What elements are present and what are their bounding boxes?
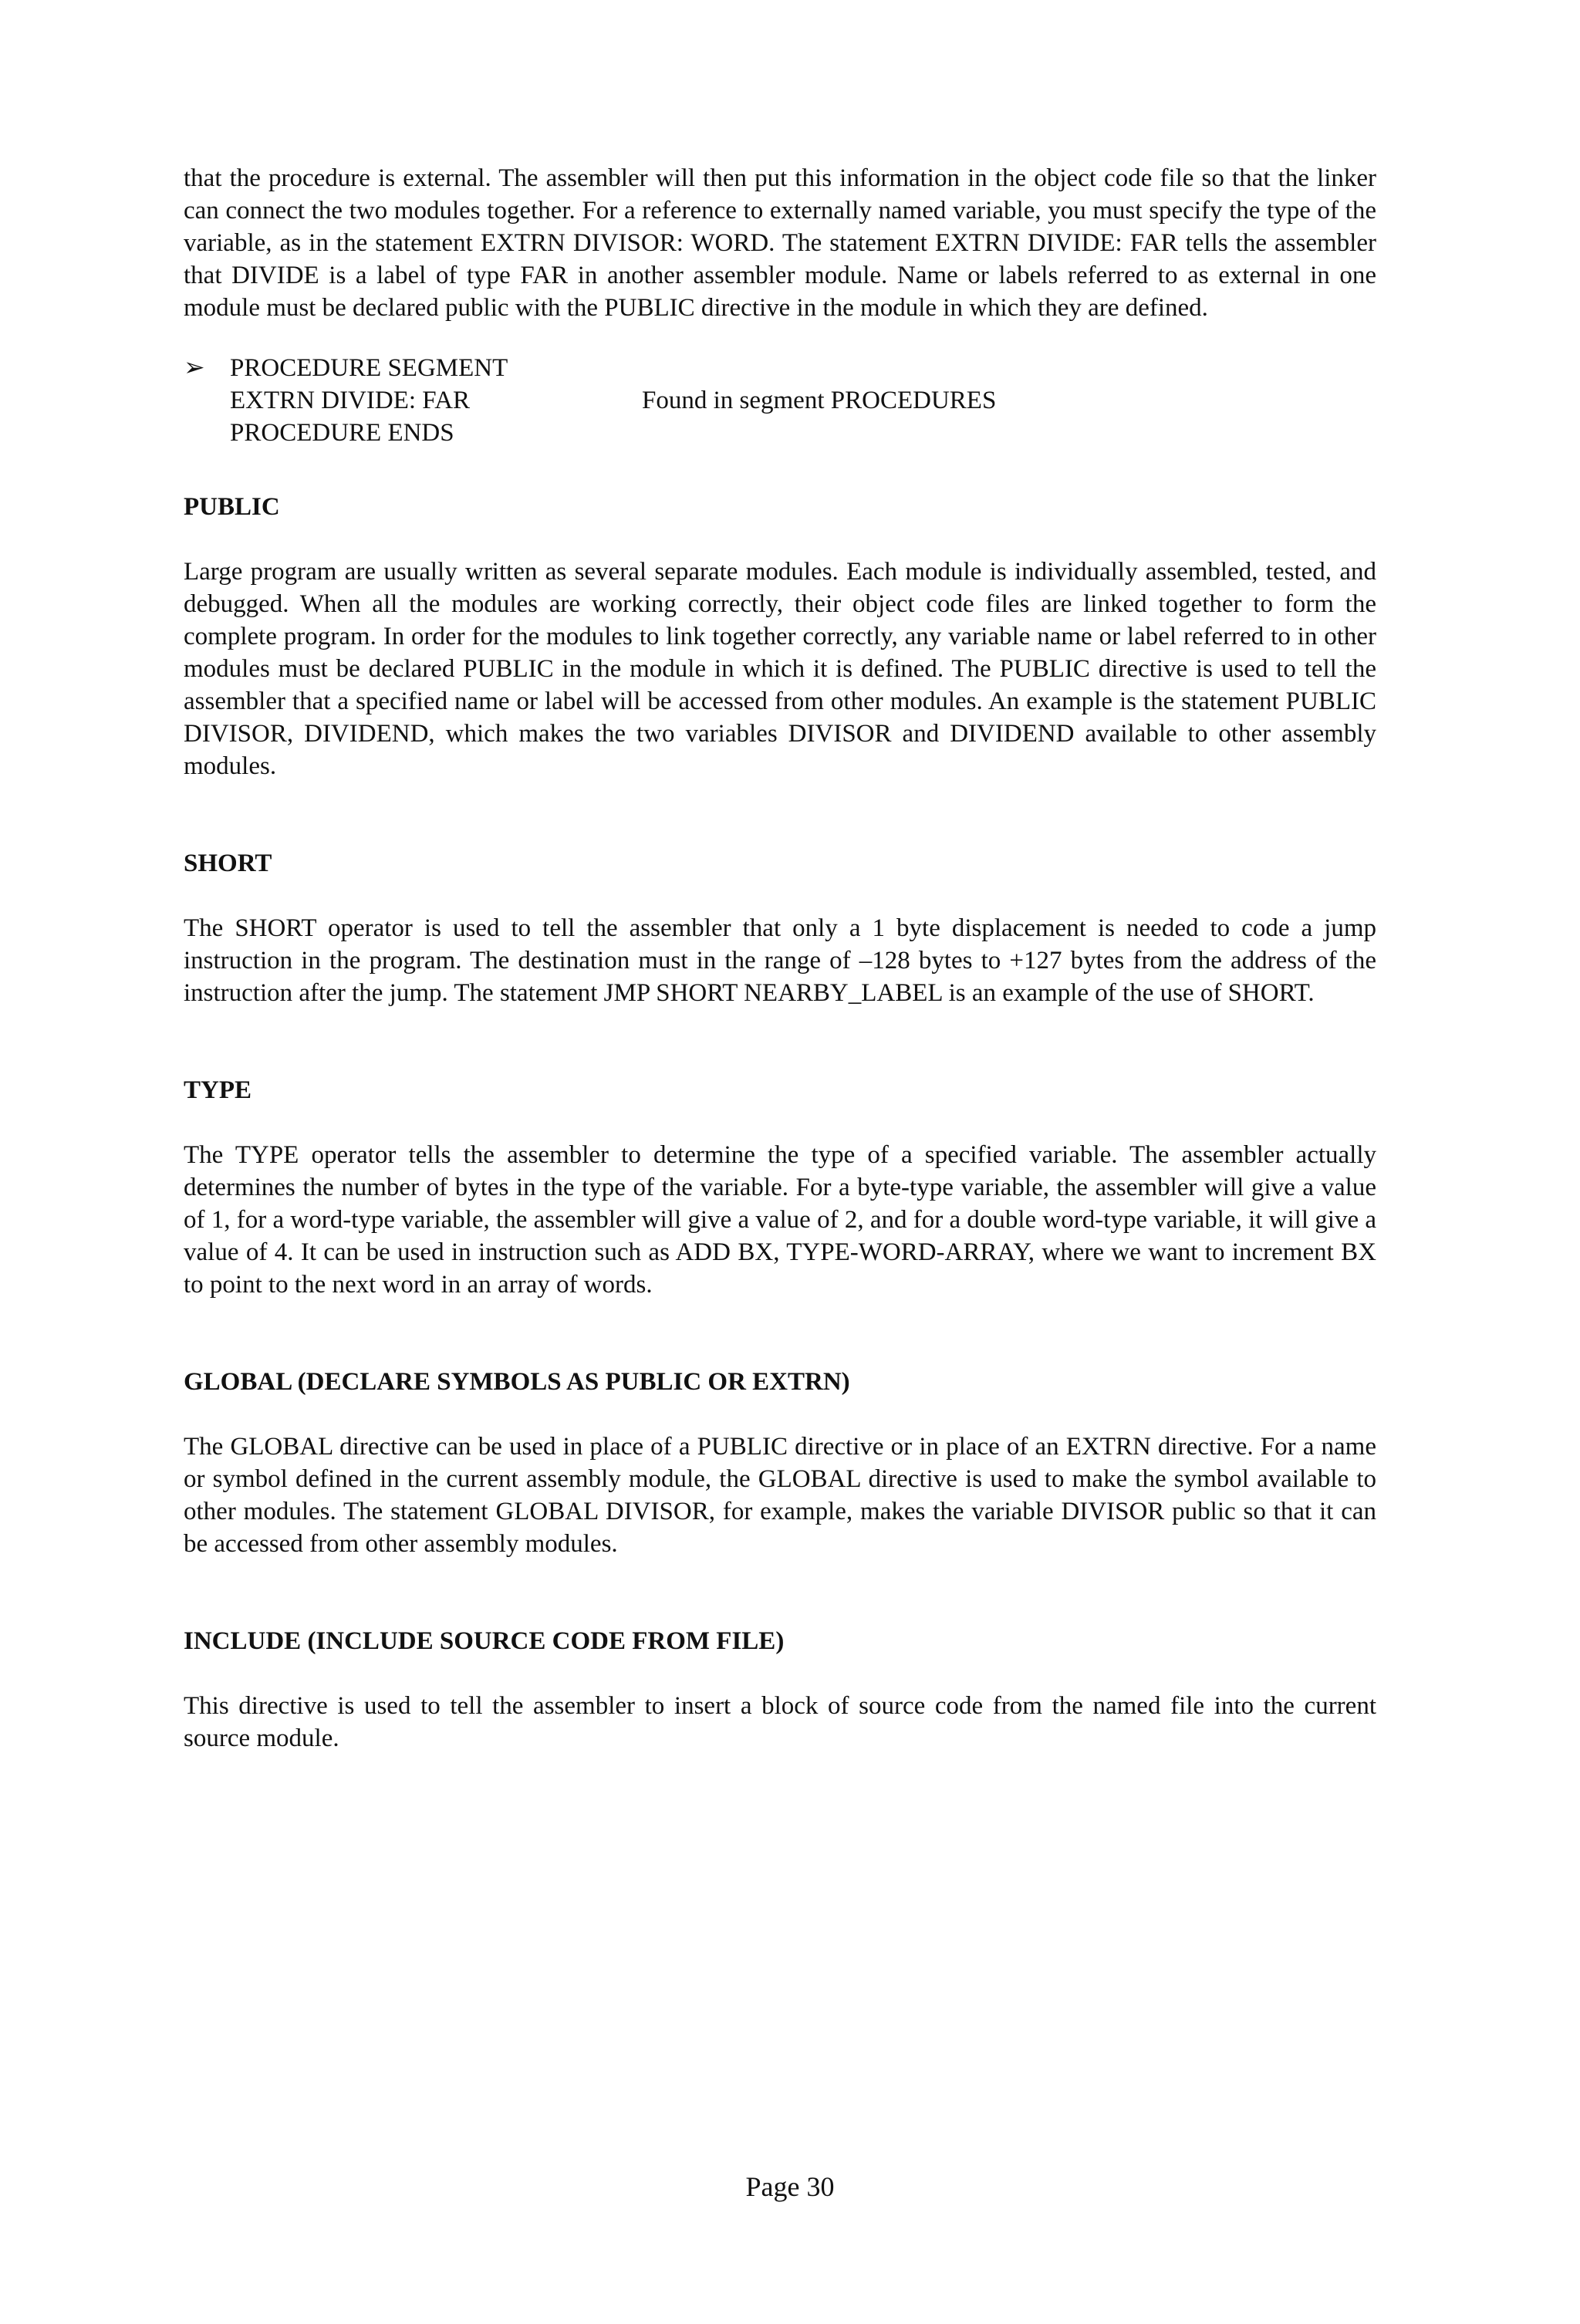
- include-paragraph: This directive is used to tell the assembler to insert a block of source code from the named file into the current source module.: [184, 1692, 1376, 1752]
- code-line-segment: PROCEDURE SEGMENT: [230, 354, 508, 382]
- arrow-bullet-icon: ➢: [184, 354, 205, 382]
- global-paragraph: The GLOBAL directive can be used in place of a PUBLIC directive or in place of an EXTRN directive. For a name or symbol defined in the current assembly module, the GLOBAL directive is used to make the symbol available to other modules. The statement GLOBAL DIVISOR, for example, makes the variable DIVISOR public so that it can be accessed from other assembly modules.: [184, 1433, 1376, 1558]
- code-comment: Found in segment PROCEDURES: [642, 387, 997, 414]
- document-page: [184, 162, 1376, 1755]
- heading-short: SHORT: [184, 850, 272, 877]
- code-line-ends: PROCEDURE ENDS: [230, 419, 454, 447]
- heading-include: INCLUDE (INCLUDE SOURCE CODE FROM FILE): [184, 1627, 785, 1655]
- intro-paragraph: that the procedure is external. The assembler will then put this information in the object code file so that the linker can connect the two modules together. For a reference to externally named variable, you must specify the type of the variable, as in the statement EXTRN DIVISOR: WORD. The statement EXTRN DIVIDE: FAR tells the assembler that DIVIDE is a label of type FAR in another assembler module. Name or labels referred to as external in one module must be declared public with the PUBLIC directive in the module in which they are defined.: [184, 164, 1376, 322]
- heading-public: PUBLIC: [184, 493, 280, 521]
- public-paragraph: Large program are usually written as several separate modules. Each module is individually assembled, tested, and debugged. When all the modules are working correctly, their object code files are linked together to form the complete program. In order for the modules to link together correctly, any variable name or label referred to in other modules must be declared PUBLIC in the module in which it is defined. The PUBLIC directive is used to tell the assembler that a specified name or label will be accessed from other modules. An example is the statement PUBLIC DIVISOR, DIVIDEND, which makes the two variables DIVISOR and DIVIDEND available to other assembly modules.: [184, 558, 1376, 780]
- type-paragraph: The TYPE operator tells the assembler to determine the type of a specified variable. The assembler actually determines the number of bytes in the type of the variable. For a byte-type variable, the assembler will give a value of 1, for a word-type variable, the assembler will give a value of 2, and for a double word-type variable, it will give a value of 4. It can be used in instruction such as ADD BX, TYPE-WORD-ARRAY, where we want to increment BX to point to the next word in an array of words.: [184, 1141, 1376, 1299]
- code-line-extrn: EXTRN DIVIDE: FAR: [230, 387, 471, 414]
- code-example: [184, 352, 1376, 449]
- heading-global: GLOBAL (DECLARE SYMBOLS AS PUBLIC OR EXTRN): [184, 1368, 850, 1396]
- short-paragraph: The SHORT operator is used to tell the assembler that only a 1 byte displacement is needed to code a jump instruction in the program. The destination must in the range of –128 bytes to +127 bytes from the address of the instruction after the jump. The statement JMP SHORT NEARBY_LABEL is an example of the use of SHORT.: [184, 914, 1376, 1007]
- heading-type: TYPE: [184, 1076, 252, 1104]
- page-number: Page 30: [745, 2171, 835, 2202]
